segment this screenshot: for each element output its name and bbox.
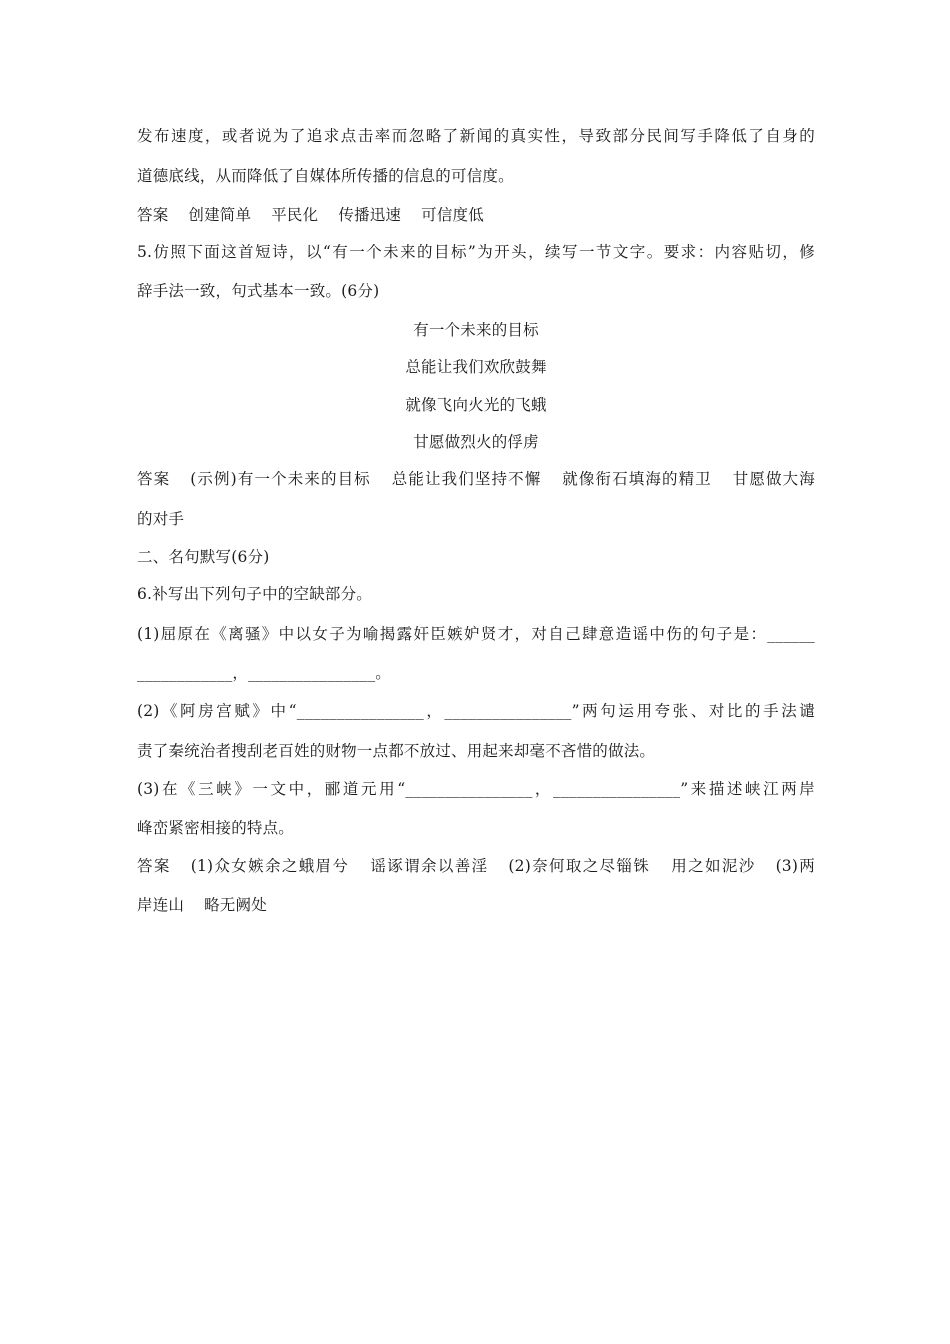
answer6-part: 略无阙处 [204,896,267,914]
answer4-item: 创建简单 [188,206,252,224]
q6-item1-line1: (1)屈原在《离骚》中以女子为喻揭露奸臣嫉妒贤才，对自己肆意造谣中伤的句子是：______ [137,625,815,643]
answer5-part: 总能让我们坚持不懈 [390,470,542,488]
answer6-label: 答案 [137,857,171,875]
q5-line2: 辞手法一致，句式基本一致。(6分) [137,282,380,300]
answer4-label: 答案 [137,206,169,224]
section2-title: 二、名句默写(6分) [137,548,270,566]
answer5-label: 答案 [137,470,171,488]
answer6-part: 用之如泥沙 [670,857,756,875]
answer6-part: (3)两 [775,857,815,875]
answer6-part: 谣诼谓余以善淫 [369,857,489,875]
q6-item3-line2: 峰峦紧密相接的特点。 [137,819,295,837]
answer4 [137,205,484,225]
poem-line: 甘愿做烈火的俘虏 [413,433,539,451]
answer5-part: 就像衔石填海的精卫 [561,470,712,488]
answer4-item: 平民化 [271,206,319,224]
answer6-part: (2)奈何取之尽锱铢 [508,857,651,875]
para1-line2: 道德底线，从而降低了自媒体所传播的信息的可信度。 [137,167,514,185]
q6-intro: 6.补写出下列句子中的空缺部分。 [137,585,372,603]
q6-item3-line1: (3)在《三峡》一文中，郦道元用“________________，________________”来描述峡江两岸 [137,780,815,798]
answer6-line1 [137,856,815,876]
para1-line1: 发布速度，或者说为了追求点击率而忽略了新闻的真实性，导致部分民间写手降低了自身的 [137,127,815,145]
answer6-part: 岸连山 [137,896,185,914]
poem-line: 有一个未来的目标 [413,321,539,339]
poem-line: 就像飞向火光的飞蛾 [405,396,547,414]
answer4-item: 可信度低 [421,206,484,224]
answer5-line1 [137,469,815,489]
q6-item2-line2: 责了秦统治者搜刮老百姓的财物一点都不放过、用起来却毫不吝惜的做法。 [137,742,656,760]
answer6-part: (1)众女嫉余之蛾眉兮 [190,857,350,875]
answer4-item: 传播迅速 [338,206,402,224]
answer5-prefix: (示例)有一个未来的目标 [190,470,371,488]
q6-item1-line2: ____________，________________。 [137,664,392,682]
answer6-line2 [137,895,267,915]
poem-line: 总能让我们欢欣鼓舞 [405,358,547,376]
q5-line1: 5.仿照下面这首短诗，以“有一个未来的目标”为开头，续写一节文字。要求：内容贴切，修 [137,243,815,261]
answer5-line2: 的对手 [137,510,185,528]
answer5-part: 甘愿做大海 [731,470,815,488]
q6-item2-line1: (2)《阿房宫赋》中“________________，________________”两句运用夸张、对比的手法谴 [137,702,815,720]
